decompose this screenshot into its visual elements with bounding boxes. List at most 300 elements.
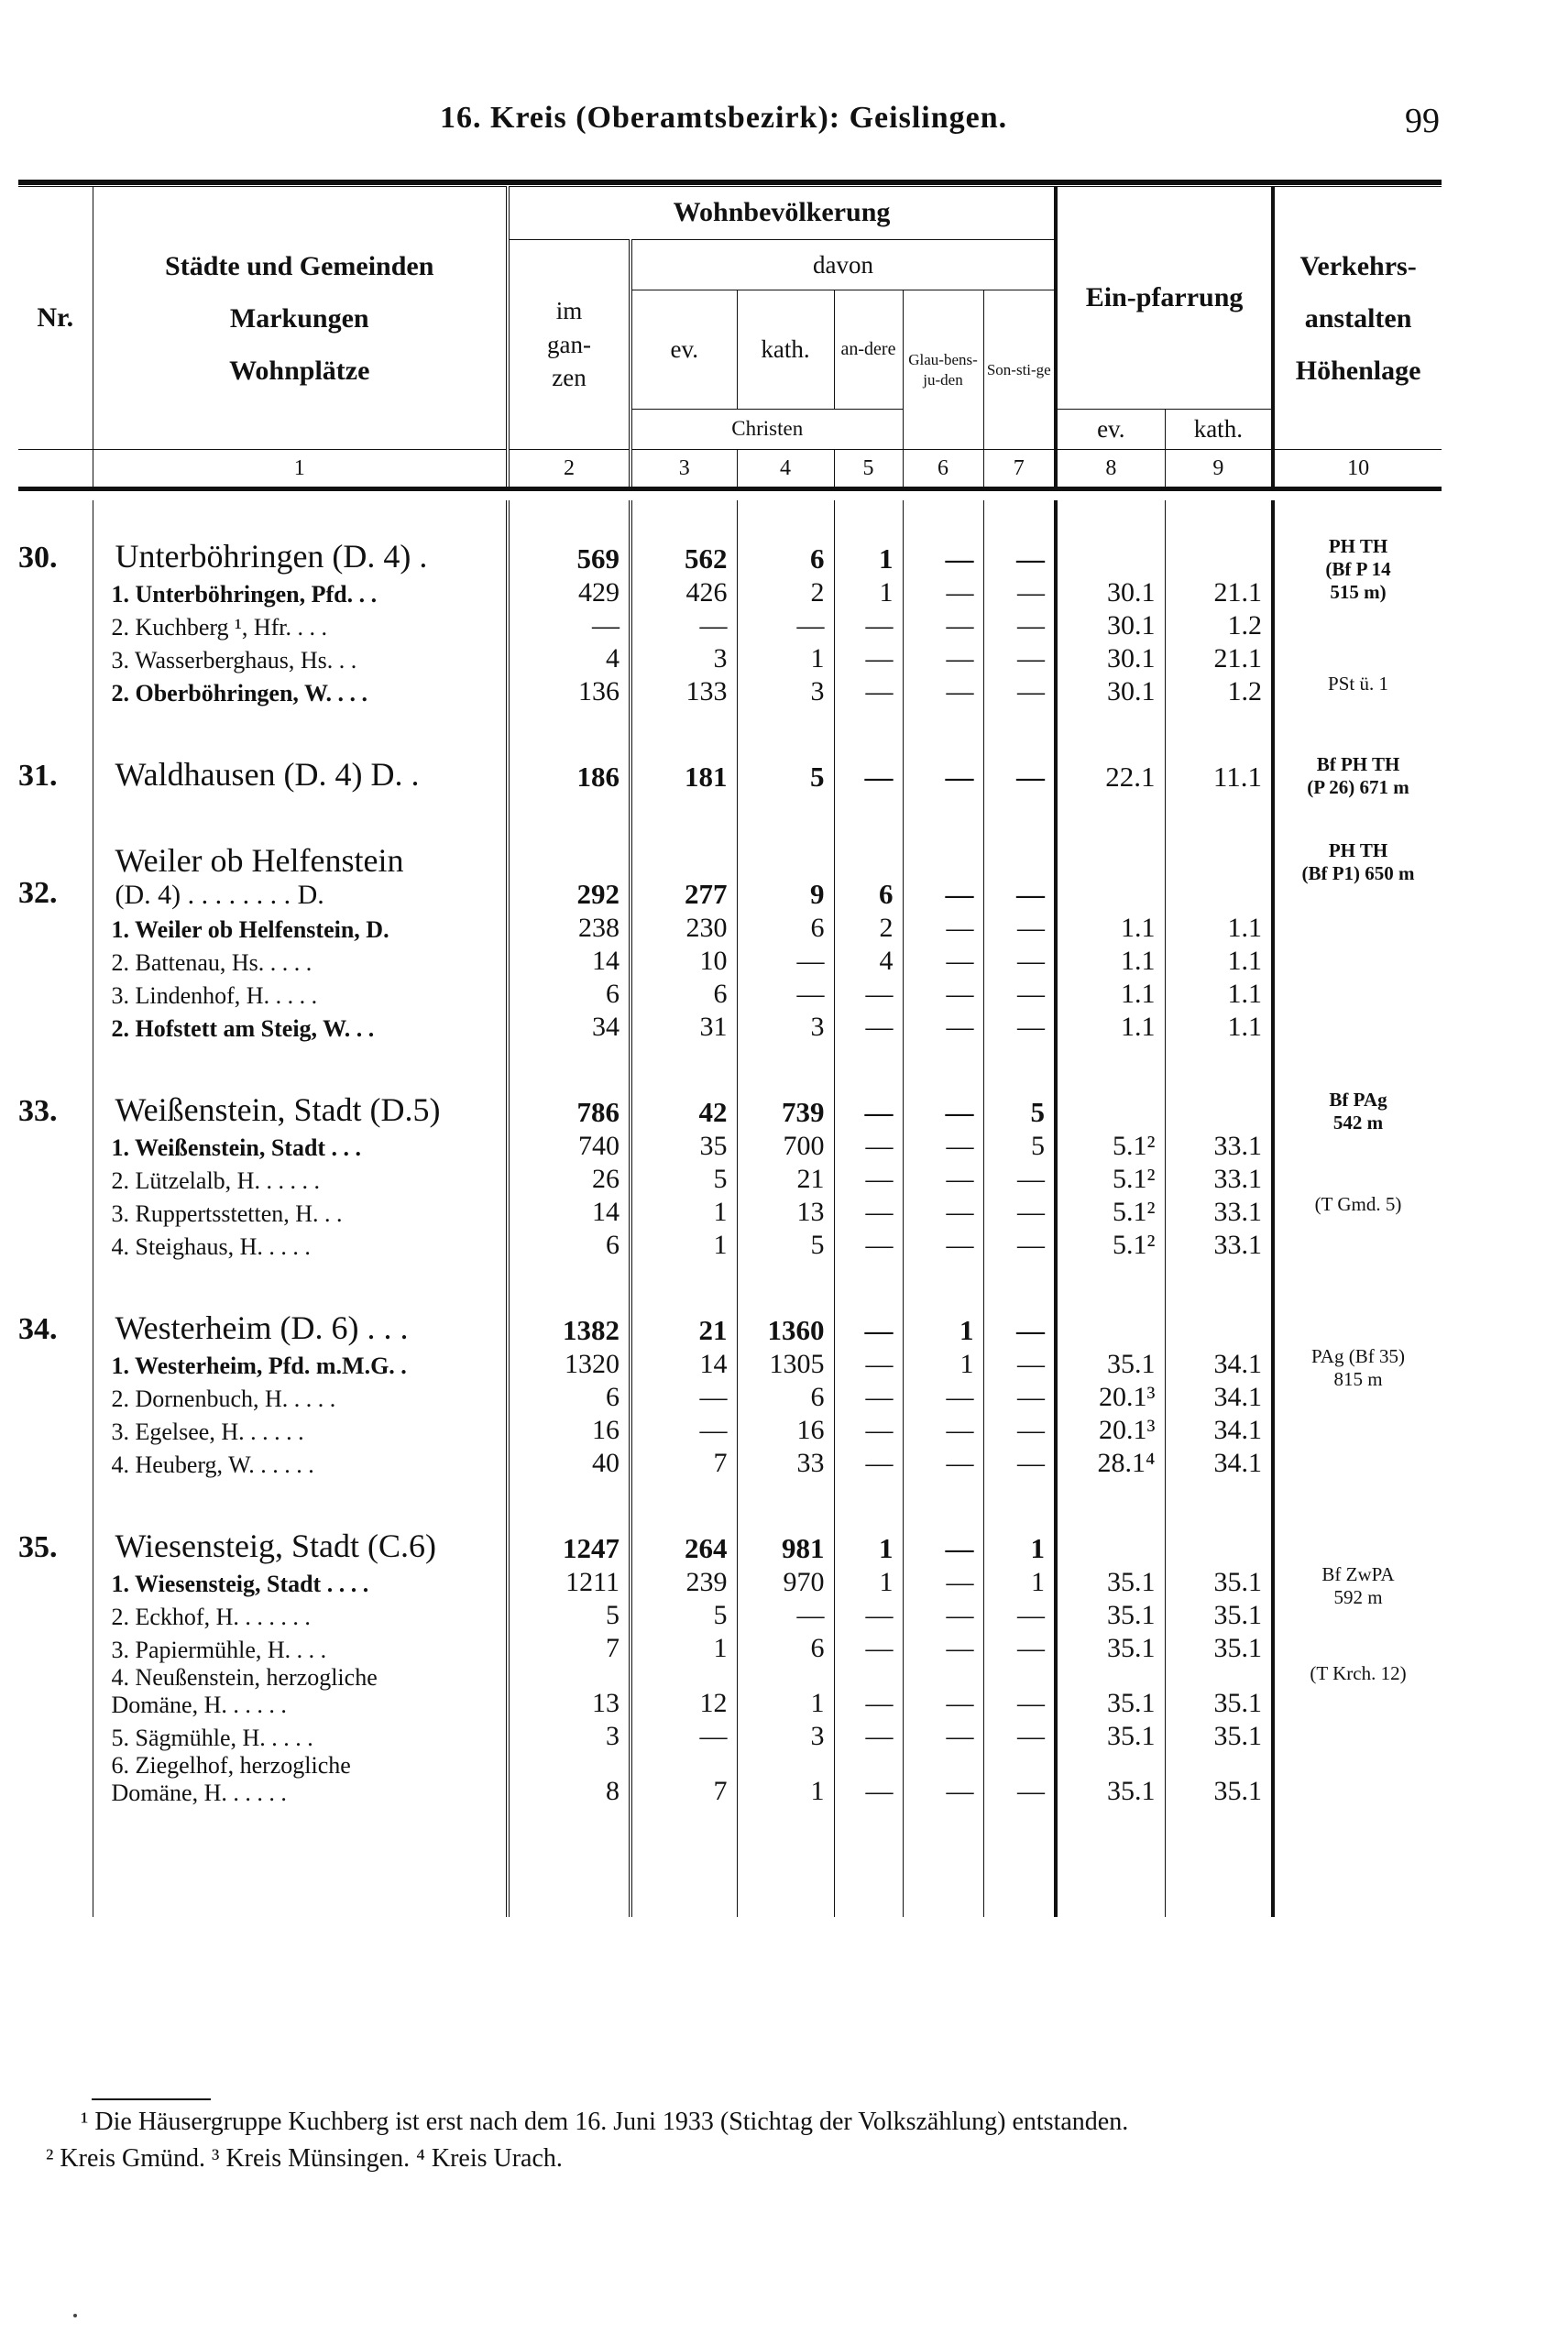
header-im-ganzen: im gan-zen [508,240,630,450]
value-total: 1247 [508,1527,630,1565]
value-sonstige: — [983,1162,1056,1195]
column-number: 4 [737,450,834,489]
value-kath: 1 [737,1752,834,1807]
place-name: Weißenstein, Stadt (D.5) [115,1091,441,1128]
transport-altitude: PAg (Bf 35) 815 m [1311,1345,1405,1391]
value-kath: 3 [737,674,834,707]
value-kath: — [737,944,834,977]
spacer-cell [983,1479,1056,1527]
value-glaubensjuden: — [903,944,983,977]
spacer-cell [18,707,93,755]
spacer-cell [18,794,93,841]
header-glaubensjuden: Glau-bens-ju-den [903,290,983,450]
spacer-cell [834,1043,903,1090]
place-row [18,1598,1442,1631]
spacer-cell [93,1807,508,1917]
value-sonstige: — [983,1228,1056,1261]
transport-altitude: (T Gmd. 5) [1314,1193,1402,1215]
municipality-row [18,755,1442,794]
spacer-row [18,1479,1442,1527]
header-davon: davon [630,240,1056,290]
value-sonstige: — [983,608,1056,641]
place-name: Wiesensteig, Stadt (C.6) [115,1528,436,1564]
place-name-cell [93,1752,508,1807]
spacer-cell [1165,794,1273,841]
transport-altitude-cell [1273,1598,1442,1631]
place-row [18,1631,1442,1664]
value-andere: — [834,1413,903,1446]
place-name: 3. Wasserberghaus, Hs. . . [111,647,357,674]
value-kath: 6 [737,1380,834,1413]
footnote-2-4: ² Kreis Gmünd. ³ Kreis Münsingen. ⁴ Kreis Urach. [46,2144,563,2173]
spacer-cell [834,1479,903,1527]
spacer-cell [737,794,834,841]
value-kath: 5 [737,755,834,794]
transport-altitude-cell [1273,1752,1442,1807]
municipality-row [18,1309,1442,1347]
header-verkehrsanstalten: Verkehrs-anstalten [1299,250,1417,334]
value-einpfarrung-ev: 35.1 [1056,1664,1165,1719]
row-nr: 35. [18,1530,58,1564]
spacer-cell [508,707,630,755]
transport-altitude: Bf PAg 542 m [1329,1089,1387,1134]
spacer-cell [983,1807,1056,1917]
value-kath: 5 [737,1228,834,1261]
transport-altitude-cell [1273,1228,1442,1261]
place-name-cell [93,1527,508,1565]
spacer-cell [18,500,93,537]
header-sonstige: Son-sti-ge [983,290,1056,450]
transport-altitude-cell [1273,1664,1442,1719]
value-glaubensjuden: — [903,674,983,707]
column-number-nr [18,450,93,489]
spacer-row [18,794,1442,841]
transport-altitude-cell [1273,753,1442,799]
value-glaubensjuden: — [903,1413,983,1446]
value-einpfarrung-kath: 1.1 [1165,944,1273,977]
transport-altitude-cell [1273,641,1442,674]
spacer-cell [93,794,508,841]
value-kath: 16 [737,1413,834,1446]
transport-altitude-cell [1273,1527,1442,1565]
value-kath: 33 [737,1446,834,1479]
place-name: 2. Lützelalb, H. . . . . . [111,1167,320,1194]
header-wohnbevoelkerung: Wohnbevölkerung [508,187,1056,240]
value-glaubensjuden: — [903,1565,983,1598]
value-total: 40 [508,1446,630,1479]
place-name: Weiler ob Helfenstein [115,842,404,879]
value-einpfarrung-kath [1165,1309,1273,1347]
value-total: 569 [508,537,630,575]
spacer-cell [630,1807,737,1917]
place-name-cell [93,944,508,977]
value-ev: 3 [630,641,737,674]
spacer-cell [903,1807,983,1917]
value-ev: 14 [630,1347,737,1380]
place-name: Westerheim (D. 6) . . . [115,1309,409,1346]
place-name-cell [93,1347,508,1380]
place-name-cell [93,1309,508,1347]
value-glaubensjuden: — [903,537,983,575]
value-glaubensjuden: — [903,977,983,1010]
place-row [18,1664,1442,1719]
spacer-cell [737,1261,834,1309]
value-sonstige: — [983,1010,1056,1043]
spacer-cell [1273,707,1442,755]
header-nr: Nr. [18,187,93,450]
transport-altitude: PH TH (Bf P 14 515 m) [1325,535,1391,604]
value-glaubensjuden: — [903,641,983,674]
place-row [18,674,1442,707]
place-row [18,944,1442,977]
value-ev: 264 [630,1527,737,1565]
spacer-cell [630,500,737,537]
value-andere: — [834,608,903,641]
value-einpfarrung-kath: 1.1 [1165,911,1273,944]
value-einpfarrung-ev: 1.1 [1056,944,1165,977]
spacer-cell [630,1261,737,1309]
place-name: 2. Eckhof, H. . . . . . . [111,1604,311,1630]
spacer-row [18,500,1442,537]
value-einpfarrung-ev: 35.1 [1056,1631,1165,1664]
value-ev: 21 [630,1309,737,1347]
value-einpfarrung-ev: 35.1 [1056,1347,1165,1380]
spacer-row [18,1261,1442,1309]
value-ev: 31 [630,1010,737,1043]
value-einpfarrung-ev: 35.1 [1056,1565,1165,1598]
value-total: 429 [508,575,630,608]
value-glaubensjuden: — [903,575,983,608]
column-number: 7 [983,450,1056,489]
value-total: 1382 [508,1309,630,1347]
value-kath: — [737,1598,834,1631]
spacer-cell [737,1043,834,1090]
value-sonstige: — [983,1195,1056,1228]
value-total: 1211 [508,1565,630,1598]
place-row [18,1228,1442,1261]
value-ev: 562 [630,537,737,575]
place-name-cell [93,641,508,674]
spacer-cell [1273,1479,1442,1527]
value-einpfarrung-ev: 1.1 [1056,1010,1165,1043]
place-name-cell [93,1162,508,1195]
value-sonstige: — [983,1446,1056,1479]
value-glaubensjuden: — [903,1631,983,1664]
spacer-cell [834,794,903,841]
spacer-cell [508,794,630,841]
value-glaubensjuden: — [903,1598,983,1631]
place-name: 3. Papiermühle, H. . . . [111,1637,327,1663]
value-sonstige: 5 [983,1129,1056,1162]
value-ev: 239 [630,1565,737,1598]
place-row [18,1413,1442,1446]
row-nr [18,641,93,674]
value-einpfarrung-ev: 5.1² [1056,1129,1165,1162]
value-einpfarrung-kath: 33.1 [1165,1228,1273,1261]
column-number: 10 [1273,450,1442,489]
value-sonstige: 5 [983,1090,1056,1129]
place-name-cell [93,1090,508,1129]
row-nr: 31. [18,759,58,793]
row-nr [18,1228,93,1261]
header-verkehr [1273,187,1442,450]
table-header [18,186,1442,491]
transport-altitude-cell [1273,841,1442,911]
place-name: 3. Lindenhof, H. . . . . [111,982,318,1009]
transport-altitude-cell [1273,1446,1442,1479]
transport-altitude: PH TH (Bf P1) 650 m [1301,839,1415,885]
value-sonstige: 1 [983,1565,1056,1598]
value-einpfarrung-ev [1056,1309,1165,1347]
value-andere: — [834,641,903,674]
value-glaubensjuden: — [903,1380,983,1413]
value-glaubensjuden: — [903,755,983,794]
row-nr [18,1631,93,1664]
value-einpfarrung-ev: 22.1 [1056,755,1165,794]
value-total: 6 [508,1228,630,1261]
value-sonstige: — [983,755,1056,794]
place-row [18,575,1442,608]
transport-altitude-cell [1273,1380,1442,1413]
place-name-cell [93,755,508,794]
print-speck [73,2314,77,2317]
place-name: 2. Dornenbuch, H. . . . . [111,1386,336,1412]
value-glaubensjuden: — [903,1719,983,1752]
value-kath: 981 [737,1527,834,1565]
place-row [18,608,1442,641]
header-places [93,187,508,450]
place-name-cell [93,1446,508,1479]
place-row [18,1752,1442,1807]
value-kath: 13 [737,1195,834,1228]
place-row [18,1195,1442,1228]
column-number: 9 [1165,450,1273,489]
header-einpfarrung: Ein-pfarrung [1056,187,1273,410]
value-glaubensjuden: — [903,1195,983,1228]
value-kath: 6 [737,911,834,944]
value-sonstige: — [983,575,1056,608]
value-total: 3 [508,1719,630,1752]
value-glaubensjuden: — [903,1129,983,1162]
value-einpfarrung-kath: 35.1 [1165,1752,1273,1807]
header-einpf-ev: ev. [1056,410,1165,450]
value-einpfarrung-ev: 35.1 [1056,1598,1165,1631]
place-row [18,1162,1442,1195]
spacer-row [18,1807,1442,1917]
spacer-cell [1273,1807,1442,1917]
transport-altitude-cell [1273,977,1442,1010]
spacer-cell [508,1479,630,1527]
value-andere: 6 [834,841,903,911]
value-einpfarrung-kath: 11.1 [1165,755,1273,794]
place-name-cell [93,674,508,707]
value-einpfarrung-ev: 5.1² [1056,1228,1165,1261]
place-name-cell [93,1228,508,1261]
spacer-cell [737,1807,834,1917]
value-glaubensjuden: — [903,1446,983,1479]
transport-altitude-cell [1273,1162,1442,1195]
value-einpfarrung-kath: 34.1 [1165,1413,1273,1446]
value-kath: — [737,608,834,641]
value-ev: 6 [630,977,737,1010]
value-einpfarrung-ev: 1.1 [1056,977,1165,1010]
spacer-cell [903,1479,983,1527]
place-name-cell [93,608,508,641]
spacer-cell [834,1807,903,1917]
value-ev: 5 [630,1598,737,1631]
value-andere: — [834,1752,903,1807]
spacer-cell [1056,794,1165,841]
value-glaubensjuden: — [903,1162,983,1195]
place-row [18,1010,1442,1043]
value-andere: — [834,1446,903,1479]
transport-altitude-cell [1273,1719,1442,1752]
place-name-cell [93,1719,508,1752]
value-ev: 5 [630,1162,737,1195]
header-staedte: Städte und Gemeinden [165,250,434,281]
value-einpfarrung-kath: 33.1 [1165,1129,1273,1162]
transport-altitude-cell [1273,1195,1442,1228]
value-einpfarrung-ev: 30.1 [1056,608,1165,641]
value-total: 5 [508,1598,630,1631]
value-ev: 133 [630,674,737,707]
spacer-cell [1165,1479,1273,1527]
spacer-cell [1165,1807,1273,1917]
value-ev: 10 [630,944,737,977]
transport-altitude-cell [1273,911,1442,944]
value-glaubensjuden: — [903,1752,983,1807]
value-andere: — [834,1228,903,1261]
value-kath: 9 [737,841,834,911]
place-name: 2. Battenau, Hs. . . . . [111,949,313,976]
place-name: 2. Hofstett am Steig, W. . . [111,1015,375,1042]
value-total: — [508,608,630,641]
value-total: 16 [508,1413,630,1446]
value-andere: — [834,977,903,1010]
place-name-cell [93,1565,508,1598]
value-ev: — [630,1413,737,1446]
value-sonstige: — [983,674,1056,707]
value-einpfarrung-kath: 21.1 [1165,575,1273,608]
spacer-cell [834,500,903,537]
value-einpfarrung-kath [1165,537,1273,575]
value-andere: — [834,755,903,794]
value-andere: — [834,1090,903,1129]
value-total: 34 [508,1010,630,1043]
transport-altitude-cell [1273,1309,1442,1347]
place-name: 1. Westerheim, Pfd. m.M.G. . [111,1353,407,1379]
value-einpfarrung-kath: 34.1 [1165,1446,1273,1479]
row-nr [18,1752,93,1807]
value-einpfarrung-ev: 1.1 [1056,911,1165,944]
value-einpfarrung-ev: 30.1 [1056,575,1165,608]
place-name: 4. Neußenstein, herzogliche [111,1664,378,1691]
value-sonstige: — [983,1309,1056,1347]
value-andere: — [834,1631,903,1664]
value-einpfarrung-ev [1056,1527,1165,1565]
value-glaubensjuden: — [903,1664,983,1719]
row-nr [18,1413,93,1446]
value-einpfarrung-ev: 30.1 [1056,674,1165,707]
value-andere: 1 [834,575,903,608]
value-sonstige: — [983,1413,1056,1446]
row-nr [18,1664,93,1719]
row-nr: 34. [18,1312,58,1346]
place-row [18,1347,1442,1380]
spacer-cell [1056,1807,1165,1917]
value-einpfarrung-ev [1056,1090,1165,1129]
value-einpfarrung-ev: 28.1⁴ [1056,1446,1165,1479]
value-andere: 1 [834,537,903,575]
row-nr [18,1010,93,1043]
value-einpfarrung-ev [1056,537,1165,575]
value-einpfarrung-ev [1056,841,1165,911]
spacer-cell [93,707,508,755]
value-ev: 426 [630,575,737,608]
value-kath: 739 [737,1090,834,1129]
transport-altitude-cell [1273,1089,1442,1134]
row-nr [18,575,93,608]
spacer-cell [630,707,737,755]
value-sonstige: 1 [983,1527,1056,1565]
value-einpfarrung-ev: 20.1³ [1056,1380,1165,1413]
value-andere: — [834,1598,903,1631]
value-andere: — [834,1129,903,1162]
place-name: 1. Weißenstein, Stadt . . . [111,1134,362,1161]
place-row [18,911,1442,944]
value-ev: — [630,1719,737,1752]
footnote-1: ¹ Die Häusergruppe Kuchberg ist erst nach dem 16. Juni 1933 (Stichtag der Volkszählung) entstanden. [81,2108,1129,2136]
column-number: 5 [834,450,903,489]
place-name: Waldhausen (D. 4) D. . [115,756,420,793]
value-total: 7 [508,1631,630,1664]
place-name-cell [93,1598,508,1631]
place-name: 2. Kuchberg ¹, Hfr. . . . [111,614,327,641]
transport-altitude-cell [1273,944,1442,977]
value-sonstige: — [983,1598,1056,1631]
value-einpfarrung-kath: 35.1 [1165,1631,1273,1664]
value-sonstige: — [983,944,1056,977]
value-kath: 6 [737,537,834,575]
spacer-cell [1056,707,1165,755]
value-einpfarrung-ev: 35.1 [1056,1752,1165,1807]
value-einpfarrung-kath: 35.1 [1165,1719,1273,1752]
value-sonstige: — [983,1631,1056,1664]
place-name-cell [93,1664,508,1719]
row-nr: 33. [18,1094,58,1128]
spacer-cell [1273,794,1442,841]
spacer-cell [903,500,983,537]
value-sonstige: — [983,1752,1056,1807]
spacer-cell [834,1261,903,1309]
value-ev: 7 [630,1752,737,1807]
place-name-cell [93,911,508,944]
municipality-row [18,1527,1442,1565]
value-einpfarrung-kath: 1.2 [1165,608,1273,641]
value-kath: 1360 [737,1309,834,1347]
row-nr [18,1598,93,1631]
place-name-cell [93,977,508,1010]
transport-altitude-cell [1273,1413,1442,1446]
value-total: 14 [508,1195,630,1228]
row-nr [18,1565,93,1598]
spacer-cell [903,1043,983,1090]
row-nr [18,944,93,977]
value-glaubensjuden: 1 [903,1309,983,1347]
row-nr: 30. [18,541,58,575]
spacer-cell [630,794,737,841]
row-nr [18,1129,93,1162]
